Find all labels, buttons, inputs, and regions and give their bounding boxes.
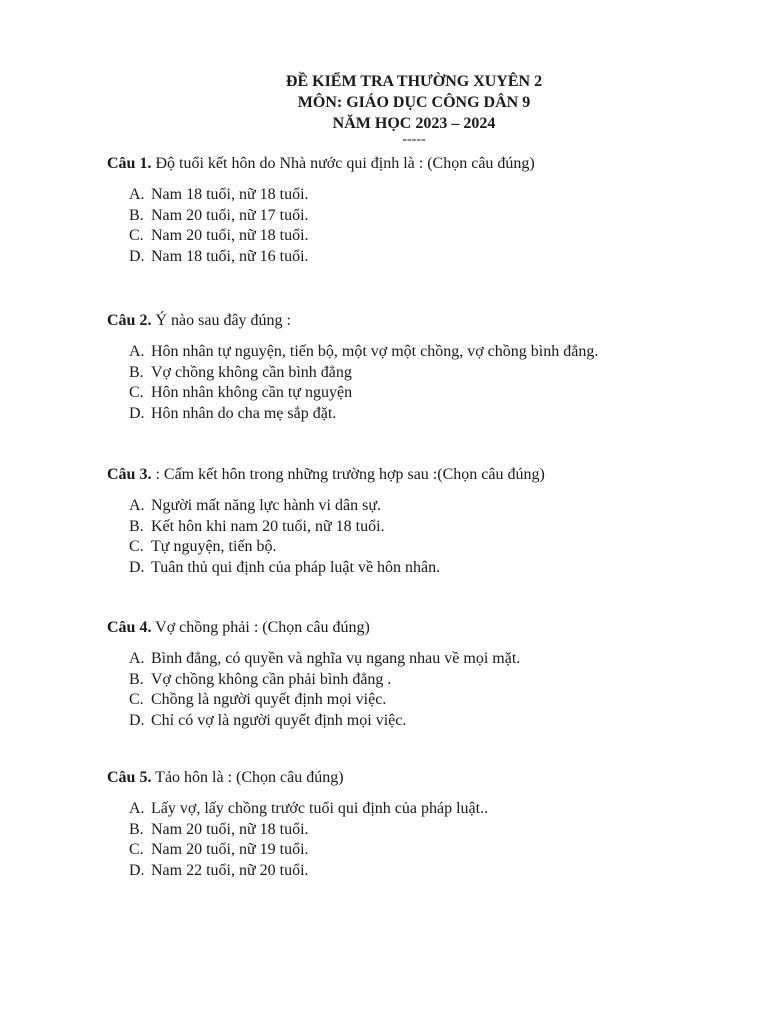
question-5 — [107, 768, 707, 881]
option-letter: C. — [129, 691, 144, 708]
option-text: Kết hôn khi nam 20 tuổi, nữ 18 tuổi. — [151, 517, 385, 535]
option-letter: B. — [129, 206, 144, 224]
option-letter: C. — [129, 841, 144, 858]
question-text: Ý nào sau đây đúng : — [151, 312, 291, 329]
option-text: Chỉ có vợ là người quyết định mọi việc. — [151, 711, 407, 729]
option-text: Lấy vợ, lấy chồng trước tuổi qui định của pháp luật.. — [151, 800, 489, 817]
option-b — [107, 820, 707, 841]
question-text: : Cấm kết hôn trong những trường hợp sau :(Chọn câu đúng) — [151, 466, 545, 483]
option-c — [107, 840, 707, 861]
option-letter: A. — [129, 800, 145, 817]
option-letter: A. — [129, 650, 145, 667]
question-title — [107, 768, 707, 788]
option-letter: A. — [129, 343, 145, 360]
question-4 — [107, 618, 707, 731]
option-letter: D. — [129, 404, 145, 422]
option-letter: A. — [129, 186, 145, 203]
option-text: Tuân thủ qui định của pháp luật về hôn nhân. — [151, 558, 441, 576]
option-d — [107, 711, 707, 732]
option-text: Chồng là người quyết định mọi việc. — [151, 691, 387, 708]
option-letter: A. — [129, 497, 145, 514]
option-a — [107, 799, 707, 820]
option-letter: D. — [129, 558, 145, 576]
header-separator: ----- — [402, 132, 426, 147]
question-number: Câu 2. — [107, 312, 152, 329]
option-b — [107, 206, 707, 227]
option-text: Nam 20 tuổi, nữ 17 tuổi. — [151, 206, 309, 224]
option-list — [107, 342, 707, 424]
option-d — [107, 861, 707, 882]
question-number: Câu 4. — [107, 619, 152, 636]
option-text: Hôn nhân không cần tự nguyện — [151, 384, 353, 401]
option-letter: B. — [129, 517, 144, 535]
option-text: Người mất năng lực hành vi dân sự. — [151, 497, 381, 514]
exam-year: NĂM HỌC 2023 – 2024 — [332, 115, 496, 132]
option-c — [107, 226, 707, 247]
option-text: Nam 20 tuổi, nữ 19 tuổi. — [151, 841, 309, 858]
option-text: Nam 18 tuổi, nữ 16 tuổi. — [151, 247, 309, 265]
option-text: Nam 20 tuổi, nữ 18 tuổi. — [151, 227, 309, 244]
option-b — [107, 363, 707, 384]
option-letter: B. — [129, 820, 144, 838]
question-number: Câu 3. — [107, 466, 152, 483]
option-text: Nam 22 tuổi, nữ 20 tuổi. — [151, 861, 309, 879]
option-letter: D. — [129, 247, 145, 265]
option-a — [107, 649, 707, 670]
question-title — [107, 154, 707, 174]
exam-header — [0, 71, 768, 146]
option-text: Hôn nhân do cha mẹ sắp đặt. — [151, 404, 337, 422]
option-list — [107, 799, 707, 881]
question-number: Câu 5. — [107, 769, 152, 786]
option-text: Vợ chồng không cần phải bình đẳng . — [151, 670, 392, 688]
option-letter: C. — [129, 384, 144, 401]
option-letter: B. — [129, 670, 144, 688]
option-letter: D. — [129, 861, 145, 879]
question-2 — [107, 311, 707, 424]
question-title — [107, 465, 707, 485]
option-d — [107, 558, 707, 579]
question-text: Độ tuổi kết hôn do Nhà nước qui định là : (Chọn câu đúng) — [151, 155, 535, 172]
option-c — [107, 383, 707, 404]
option-list — [107, 185, 707, 267]
option-text: Nam 20 tuổi, nữ 18 tuổi. — [151, 820, 309, 838]
exam-title: ĐỀ KIỂM TRA THƯỜNG XUYÊN 2 — [285, 73, 543, 90]
question-title — [107, 618, 707, 638]
question-1 — [107, 154, 707, 267]
option-list — [107, 649, 707, 731]
option-a — [107, 185, 707, 206]
option-d — [107, 247, 707, 268]
option-text: Vợ chồng không cần bình đẳng — [151, 363, 352, 381]
exam-subject: MÔN: GIÁO DỤC CÔNG DÂN 9 — [297, 94, 531, 111]
option-text: Bình đẳng, có quyền và nghĩa vụ ngang nhau về mọi mặt. — [151, 650, 521, 667]
question-text: Vợ chồng phải : (Chọn câu đúng) — [151, 619, 370, 636]
question-number: Câu 1. — [107, 155, 152, 172]
option-text: Tự nguyện, tiến bộ. — [151, 538, 277, 555]
option-text: Hôn nhân tự nguyện, tiến bộ, một vợ một chồng, vợ chồng bình đẳng. — [151, 343, 599, 360]
option-letter: C. — [129, 227, 144, 244]
option-letter: C. — [129, 538, 144, 555]
option-a — [107, 496, 707, 517]
option-letter: B. — [129, 363, 144, 381]
option-b — [107, 517, 707, 538]
option-list — [107, 496, 707, 578]
question-text: Tảo hôn là : (Chọn câu đúng) — [151, 769, 344, 786]
question-title — [107, 311, 707, 331]
option-b — [107, 670, 707, 691]
option-c — [107, 537, 707, 558]
question-3 — [107, 465, 707, 578]
option-letter: D. — [129, 711, 145, 729]
option-a — [107, 342, 707, 363]
option-text: Nam 18 tuổi, nữ 18 tuổi. — [151, 186, 309, 203]
option-d — [107, 404, 707, 425]
option-c — [107, 690, 707, 711]
